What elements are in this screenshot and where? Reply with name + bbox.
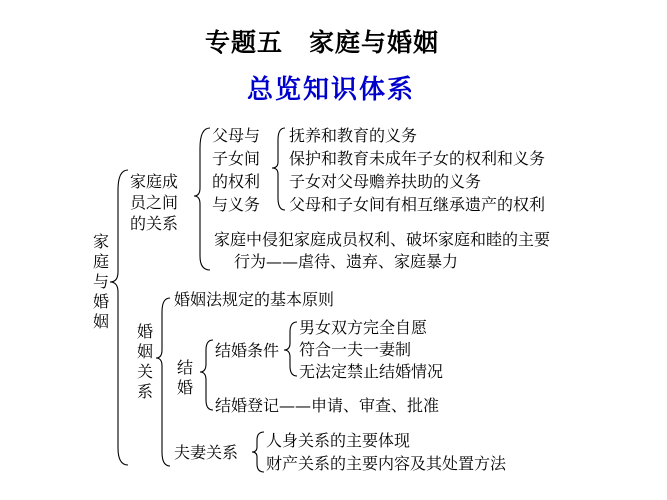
violation-line: 家庭中侵犯家庭成员权利、破坏家庭和睦的主要 [214,230,551,249]
page-title: 专题五 家庭与婚姻 [205,28,440,57]
parent-child-label-line: 父母与 [212,126,261,145]
root-brace [110,170,128,465]
family-label-line: 的关系 [130,214,179,233]
family-label-line: 家庭成 [130,172,179,191]
list-item: 男女双方完全自愿 [299,318,428,337]
registration-text: 结婚登记——申请、审查、批准 [215,396,440,415]
list-item: 符合一夫一妻制 [299,340,412,359]
violation-line: 行为——虐待、遗弃、家庭暴力 [234,252,459,271]
list-item: 财产关系的主要内容及其处置方法 [266,454,507,473]
parent-child-brace [272,128,285,210]
list-item: 抚养和教育的义务 [289,126,418,145]
parent-child-label-line: 子女间 [212,149,261,168]
list-item: 子女对父母赡养扶助的义务 [289,172,482,191]
list-item: 父母和子女间有相互继承遗产的权利 [289,195,546,214]
conditions-brace [284,322,297,376]
family-brace [194,128,210,270]
parent-child-label-line: 与义务 [212,195,261,214]
list-item: 人身关系的主要体现 [266,431,411,450]
root-node: 家庭与婚姻 [92,232,109,331]
spouse-label: 夫妻关系 [174,443,239,462]
list-item: 无法定禁止结婚情况 [299,362,444,381]
parent-child-label-line: 的权利 [212,172,261,191]
spouse-brace [252,432,264,472]
wedding-brace [200,340,213,410]
marriage-node: 婚姻关系 [136,322,153,401]
list-item: 保护和教育未成年子女的权利和义务 [289,149,546,168]
marriage-brace [156,298,170,466]
wedding-node: 结婚 [176,358,193,397]
family-label-line: 员之间 [130,193,179,212]
principles-text: 婚姻法规定的基本原则 [174,290,335,309]
conditions-label: 结婚条件 [215,341,280,360]
page-subtitle: 总览知识体系 [247,75,416,105]
